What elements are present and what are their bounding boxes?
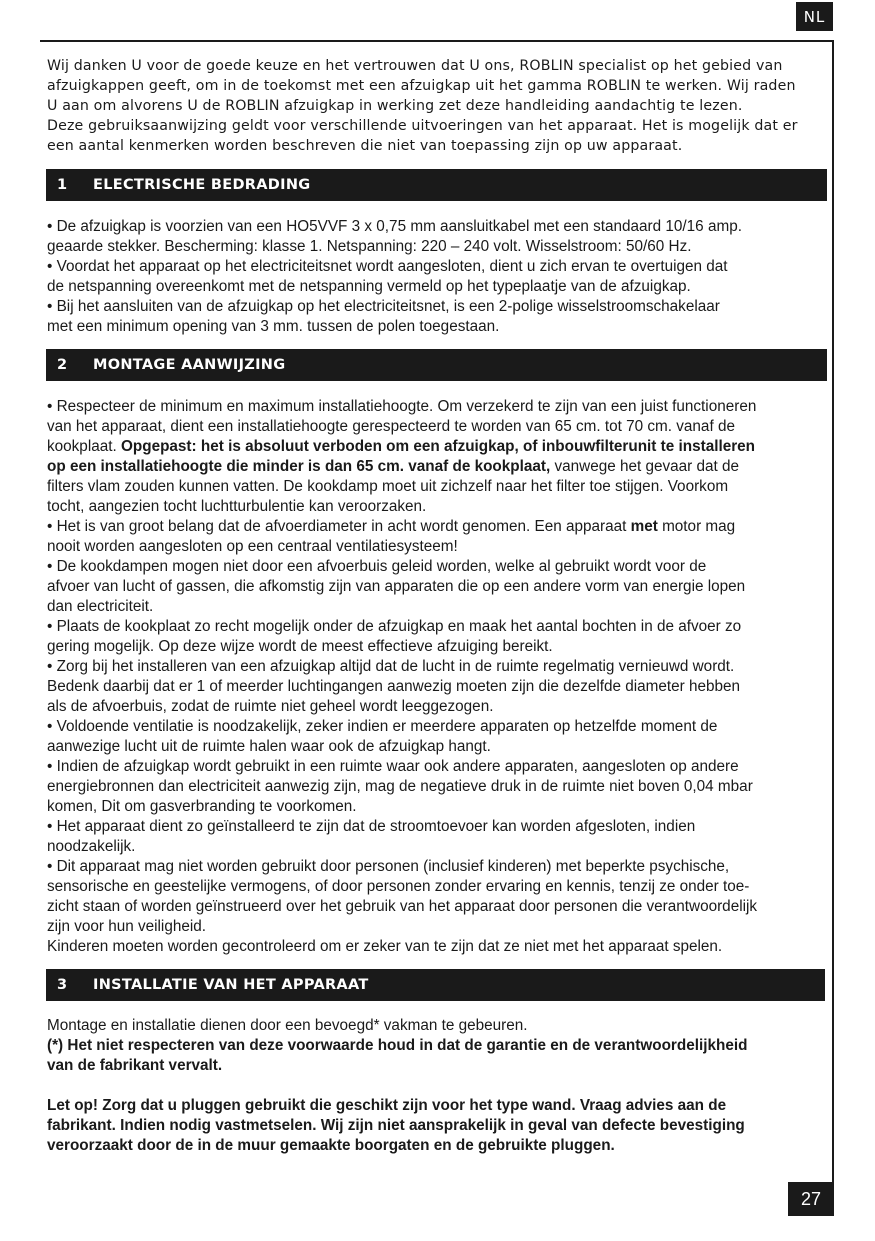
text-line: geaarde stekker. Bescherming: klasse 1. Netspanning: 220 – 240 volt. Wisselstroom: 50/60 Hz. [47,238,692,255]
text-line: zijn voor hun veiligheid. [47,918,207,935]
section-title: MONTAGE AANWIJZING [93,357,286,373]
spacer [47,1076,825,1096]
section-number: 1 [57,177,68,193]
text-line: filters vlam zouden kunnen vatten. De kookdamp moet uit zichzelf naar het filter toe stijgen. Voorkom [47,478,729,495]
text-line: noodzakelijk. [47,838,136,855]
text-line [47,1116,825,1136]
text-line: • De kookdampen mogen niet door een afvoerbuis geleid worden, welke al gebruikt wordt voor de [47,558,707,575]
warning-text: (*) Het niet respecteren van deze voorwaarde houd in dat de garantie en de verantwoordelijkheid [47,1037,748,1054]
emphasis-text: met [630,518,658,535]
text-line [47,1056,825,1076]
section-2-body [47,397,825,957]
text-line: • Bij het aansluiten van de afzuigkap op het electriciteitsnet, is een 2-polige wisselstroomschakelaar [47,298,720,315]
text-line: gering mogelijk. Op deze wijze wordt de meest effectieve afzuiging bereikt. [47,638,553,655]
text-line [47,1096,825,1116]
section-3-body [47,1016,825,1156]
text-line: nooit worden aangesloten op een centraal ventilatiesysteem! [47,538,458,555]
section-title: INSTALLATIE VAN HET APPARAAT [93,977,369,993]
text-run: kookplaat. [47,438,117,455]
section-1-body [47,217,825,337]
section-3-header [46,969,825,1001]
warning-text: Let op! Zorg dat u pluggen gebruikt die geschikt zijn voor het type wand. Vraag advies aan de [47,1097,727,1114]
text-line: zicht staan of worden geïnstrueerd over het gebruik van het apparaat door personen die verantwoordelijk [47,898,758,915]
text-line: de netspanning overeenkomt met de netspanning vermeld op het typeplaatje van de afzuigkap. [47,278,691,295]
language-tab: NL [796,2,833,31]
text-line: met een minimum opening van 3 mm. tussen de polen toegestaan. [47,318,500,335]
text-line: • Dit apparaat mag niet worden gebruikt door personen (inclusief kinderen) met beperkte psychische, [47,858,730,875]
text-line [47,457,825,477]
section-1-header [46,169,827,201]
text-run: vanwege het gevaar dat de [554,458,740,475]
text-line [47,437,825,457]
text-line: • Zorg bij het installeren van een afzuigkap altijd dat de lucht in de ruimte regelmatig vernieuwd wordt. [47,658,735,675]
warning-text: van de fabrikant vervalt. [47,1057,223,1074]
intro-line: een aantal kenmerken worden beschreven die niet van toepassing zijn op uw apparaat. [47,138,683,154]
section-number: 3 [57,977,68,993]
intro-line: U aan om alvorens U de ROBLIN afzuigkap in werking zet deze handleiding aandachtig te lezen. [47,98,743,114]
section-title: ELECTRISCHE BEDRADING [93,177,311,193]
right-rule [832,40,834,1182]
text-line: • Indien de afzuigkap wordt gebruikt in een ruimte waar ook andere apparaten, aangesloten op andere [47,758,739,775]
intro-line: afzuigkappen geeft, om in de toekomst met een afzuigkap uit het gamma ROBLIN te werken. Wij raden [47,78,796,94]
warning-text: veroorzaakt door de in de muur gemaakte boorgaten en de gebruikte pluggen. [47,1137,615,1154]
text-line: Kinderen moeten worden gecontroleerd om er zeker van te zijn dat ze niet met het apparaat spelen. [47,938,723,955]
text-run: • Het is van groot belang dat de afvoerdiameter in acht wordt genomen. Een apparaat [47,518,627,535]
text-line: Bedenk daarbij dat er 1 of meerder luchtingangen aanwezig moeten zijn die dezelfde diameter hebben [47,678,741,695]
section-2-header [46,349,827,381]
text-line: Montage en installatie dienen door een bevoegd* vakman te gebeuren. [47,1017,528,1034]
text-line [47,1036,825,1056]
intro-text [47,56,822,156]
text-line [47,1136,825,1156]
text-line: sensorische en geestelijke vermogens, of door personen zonder ervaring en kennis, tenzij ze onder toe- [47,878,750,895]
section-number: 2 [57,357,68,373]
text-line: komen, Dit om gasverbranding te voorkomen. [47,798,357,815]
text-run: motor mag [662,518,736,535]
text-line: • De afzuigkap is voorzien van een HO5VVF 3 x 0,75 mm aansluitkabel met een standaard 10/16 amp. [47,218,742,235]
text-line: dan electriciteit. [47,598,154,615]
warning-text: op een installatiehoogte die minder is dan 65 cm. vanaf de kookplaat, [47,458,551,475]
text-line: als de afvoerbuis, zodat de ruimte niet geheel wordt leeggezogen. [47,698,494,715]
text-line: • Voldoende ventilatie is noodzakelijk, zeker indien er meerdere apparaten op hetzelfde moment de [47,718,718,735]
text-line: van het apparaat, dient een installatiehoogte gerespecteerd te worden van 65 cm. tot 70 cm. vanaf de [47,418,735,435]
text-line: • Respecteer de minimum en maximum installatiehoogte. Om verzekerd te zijn van een juist functioneren [47,398,757,415]
text-line: • Het apparaat dient zo geïnstalleerd te zijn dat de stroomtoevoer kan worden afgesloten, indien [47,818,696,835]
text-line: afvoer van lucht of gassen, die afkomstig zijn van apparaten die op een andere vorm van energie lopen [47,578,746,595]
intro-line: Wij danken U voor de goede keuze en het vertrouwen dat U ons, ROBLIN specialist op het gebied van [47,58,783,74]
page-number: 27 [788,1182,834,1216]
text-line: • Plaats de kookplaat zo recht mogelijk onder de afzuigkap en maak het aantal bochten in de afvoer zo [47,618,742,635]
top-rule [40,40,834,42]
warning-text: Opgepast: het is absoluut verboden om een afzuigkap, of inbouwfilterunit te installeren [120,438,756,455]
text-line: • Voordat het apparaat op het electriciteitsnet wordt aangesloten, dient u zich ervan te overtuigen dat [47,258,728,275]
warning-text: fabrikant. Indien nodig vastmetselen. Wij zijn niet aansprakelijk in geval van defecte bevestiging [47,1117,745,1134]
text-line: tocht, aangezien tocht luchtturbulentie kan veroorzaken. [47,498,427,515]
text-line: energiebronnen dan electriciteit aanwezig zijn, mag de negatieve druk in de ruimte niet boven 0,04 mbar [47,778,753,795]
text-line [47,517,825,537]
text-line: aanwezige lucht uit de ruimte halen waar ook de afzuigkap hangt. [47,738,491,755]
intro-line: Deze gebruiksaanwijzing geldt voor verschillende uitvoeringen van het apparaat. Het is mogelijk dat er [47,118,798,134]
